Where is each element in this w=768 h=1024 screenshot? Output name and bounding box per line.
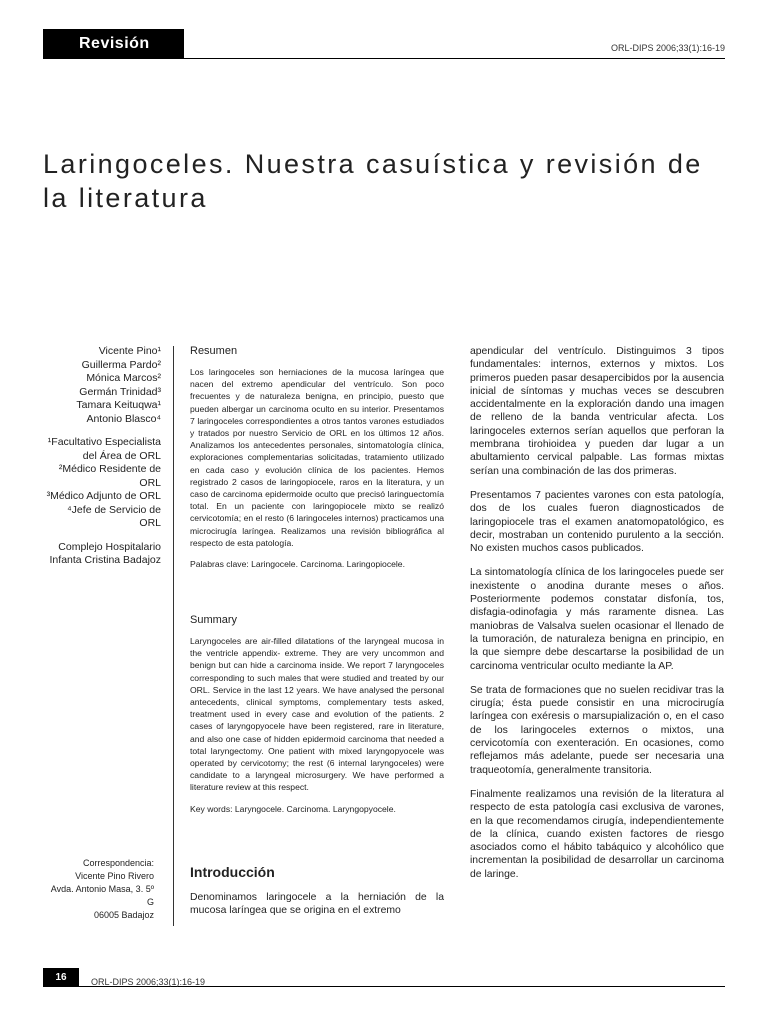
- body-paragraph: Se trata de formaciones que no suelen recidivar tras la cirugía; ésta puede consistir en una microcirugía laríngea con exéresis o marsupialización o, en el caso de los laringoceles externos o mixtos, una cervicotomía con exenteración. En ocasiones, como reflejamos más adelante, puede ser necesaria una traqueotomía, generalmente transitoria.: [470, 684, 724, 776]
- author-name: Antonio Blasco⁴: [86, 412, 161, 425]
- affiliation: ¹Facultativo Especialista del Área de ORL: [47, 436, 161, 462]
- correspondence-address: Avda. Antonio Masa, 3. 5º G: [50, 884, 154, 907]
- introduccion-section: [190, 864, 444, 918]
- body-paragraph: Presentamos 7 pacientes varones con esta patología, dos de los cuales fueron diagnosticados de laringopiocele tras el examen anatomopatológico, es decir, mostraban un contenido purulento a la sección. No existen muchos casos publicados.: [470, 489, 724, 555]
- author-block: [43, 345, 161, 568]
- affiliation: ³Médico Adjunto de ORL: [46, 490, 161, 502]
- correspondence-city: 06005 Badajoz: [93, 910, 154, 920]
- resumen-heading: Resumen: [190, 345, 238, 357]
- column-divider: [173, 346, 174, 926]
- journal-reference: ORL-DIPS 2006;33(1):16-19: [610, 43, 725, 53]
- summary-section: [190, 614, 444, 815]
- summary-heading: Summary: [190, 614, 238, 626]
- article-title: Laringoceles. Nuestra casuística y revisión de la literatura: [43, 149, 703, 213]
- body-paragraph: La sintomatología clínica de los laringoceles puede ser inexistente o anodina durante meses o años. Posteriormente podemos constatar disfonía, tos, disfagia-odinofagia y más raramente disnea. Las maniobras de Valsalva suelen ocasionar el llenado de la tumoración, de naturaleza benigna en principio, en la que siempre debe descartarse la posibilidad de un carcinoma ventricular oculto mediante la AP.: [470, 567, 724, 672]
- author-name: Germán Trinidad³: [79, 385, 161, 398]
- affiliation: ⁴Jefe de Servicio de ORL: [67, 503, 161, 529]
- summary-keywords: Key words: Laryngocele. Carcinoma. Laryngopyocele.: [190, 803, 396, 814]
- introduccion-heading: Introducción: [190, 864, 275, 880]
- resumen-text: Los laringoceles son herniaciones de la mucosa laríngea que nacen del extremo apendicular del ventrículo. Son poco frecuentes y de naturaleza benigna, en principio, puesto que pueden albergar un carcinoma oculto en su interior. Presentamos 7 laringoceles correspondientes a otros tantos varones estudiados y tratados por nuestro Servicio de ORL en los últimos 12 años. Analizamos los antecedentes personales, sintomatología clínica, exploraciones complementarias solicitadas, tratamiento utilizado en cada caso y evolución clínica de los pacientes. Hemos registrado 2 casos de laringopiocele, raros en la literatura, y un caso de carcinoma epidermoide oculto que precisó laringuectomía total. En un paciente con laringopiocele mixto se realizó cervicotomía; en el resto (6 laringoceles internos) practicamos una microcirugía laríngea. Realizamos una revisión bibliográfica al respecto de esta patología.: [190, 367, 444, 548]
- correspondence-name: Vicente Pino Rivero: [75, 871, 154, 881]
- affiliation: ²Médico Residente de ORL: [58, 463, 161, 489]
- author-name: Mónica Marcos²: [86, 372, 161, 384]
- summary-text: Laryngoceles are air-filled dilatations of the laryngeal mucosa in the ventricle appendix- extreme. They are very uncommon and benign but can hide a carcinoma inside. We report 7 laryngoceles corresponding to such males that were studied and treated by our ORL. Service in the last 12 years. We have analysed the personal antecedents, clinical symptoms, complementary tests asked, treatment used in every case and evolution of the patients. 2 cases of laryngopyocele have been registered, rare in literature, and also one case of hidden epidermoid carcinoma that needed a total laryngectomy. One patient with mixed laryngopyocele was operated by cervicotomy; the rest (6 internal laryngoceles) were candidate to a laryngeal microsurgery. We have performed a literature review at this respect.: [190, 636, 444, 793]
- affiliation-block: [43, 436, 161, 531]
- right-column: [470, 345, 724, 892]
- section-label: Revisión: [43, 29, 184, 59]
- body-paragraph: apendicular del ventrículo. Distinguimos 3 tipos fundamentales: internos, externos y mixtos. Los primeros pueden pasar desapercibidos por la ausencia inicial de síntomas y muchas veces se descubren accidentalmente en la exploración dando una imagen de relleno de la banda ventricular afecta. Los laringoceles externos serían aquellos que perforan la membrana tirohioidea y pueden dar lugar a un abultamiento cervical palpable. Las formas mixtas serían una combinación de las dos primeras.: [470, 346, 724, 477]
- resumen-section: [190, 345, 444, 570]
- resumen-keywords: Palabras clave: Laringocele. Carcinoma. Laringopiocele.: [190, 559, 405, 570]
- header-rule: [184, 58, 725, 59]
- introduccion-text: Denominamos laringocele a la herniación de la mucosa laríngea que se origina en el extremo: [190, 892, 444, 917]
- correspondence-label: Correspondencia:: [82, 858, 154, 868]
- footer-journal-reference: ORL-DIPS 2006;33(1):16-19: [91, 977, 206, 987]
- correspondence-block: [43, 857, 154, 922]
- body-paragraph: Finalmente realizamos una revisión de la literatura al respecto de esta patología casi exclusiva de varones, en la que recomendamos cirugía, independientemente de la clínica, cuando existen factores de riesgo asociados como el hábito tabáquico y alcohólico que incrementan la posibilidad de desarrollar un carcinoma de laringe.: [470, 788, 724, 880]
- author-name: Guillerma Pardo²: [81, 358, 161, 371]
- author-name: Tamara Keituqwa¹: [76, 399, 161, 411]
- author-name: Vicente Pino¹: [98, 345, 161, 357]
- hospital-name: Complejo Hospitalario Infanta Cristina Badajoz: [49, 540, 161, 566]
- page-number: 16: [43, 968, 79, 987]
